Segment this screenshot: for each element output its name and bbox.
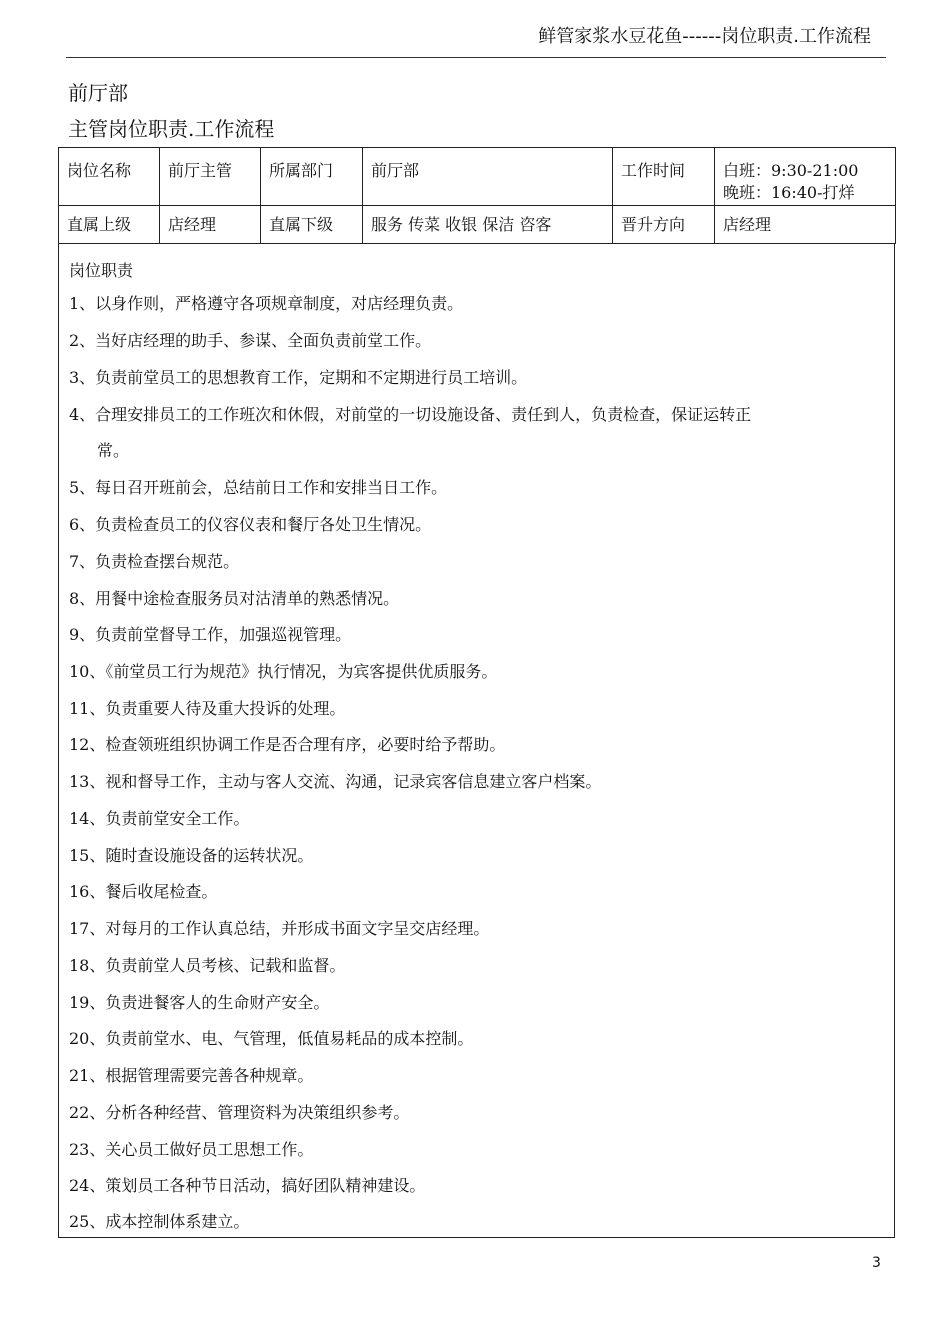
duty-item: 25、成本控制体系建立。 <box>69 1212 250 1231</box>
header-divider <box>66 57 886 58</box>
promotion-value: 店经理 <box>715 206 896 244</box>
duty-item: 10、《前堂员工行为规范》执行情况，为宾客提供优质服务。 <box>69 662 498 681</box>
duty-item: 7、负责检查摆台规范。 <box>69 552 240 571</box>
duty-item: 16、餐后收尾检查。 <box>69 882 218 901</box>
duty-item: 8、用餐中途检查服务员对沽清单的熟悉情况。 <box>69 589 400 608</box>
page-number: 3 <box>872 1255 881 1271</box>
position-label: 岗位名称 <box>59 148 160 206</box>
department-value: 前厅部 <box>363 148 613 206</box>
duty-item: 18、负责前堂人员考核、记载和监督。 <box>69 956 346 975</box>
superior-label: 直属上级 <box>59 206 160 244</box>
duty-item: 23、关心员工做好员工思想工作。 <box>69 1140 314 1159</box>
duty-item: 2、当好店经理的助手、参谋、全面负责前堂工作。 <box>69 331 432 350</box>
duty-item: 9、负责前堂督导工作，加强巡视管理。 <box>69 625 352 644</box>
duty-item: 14、负责前堂安全工作。 <box>69 809 250 828</box>
duty-item: 13、视和督导工作，主动与客人交流、沟通，记录宾客信息建立客户档案。 <box>69 772 602 791</box>
info-row-1 <box>59 148 896 206</box>
duty-item: 22、分析各种经营、管理资料为决策组织参考。 <box>69 1103 410 1122</box>
duty-item: 19、负责进餐客人的生命财产安全。 <box>69 993 330 1012</box>
page-header: 鲜管家浆水豆花鱼------岗位职责.工作流程 <box>538 26 871 47</box>
duty-item-continuation: 常。 <box>97 441 130 460</box>
duty-item: 20、负责前堂水、电、气管理，低值易耗品的成本控制。 <box>69 1029 474 1048</box>
duty-item: 5、每日召开班前会，总结前日工作和安排当日工作。 <box>69 478 448 497</box>
department-heading: 前厅部 <box>68 81 128 105</box>
position-value: 前厅主管 <box>160 148 261 206</box>
superior-value: 店经理 <box>160 206 261 244</box>
duty-item: 15、随时查设施设备的运转状况。 <box>69 846 314 865</box>
work-time-value <box>715 148 896 206</box>
promotion-label: 晋升方向 <box>613 206 715 244</box>
duty-item: 21、根据管理需要完善各种规章。 <box>69 1066 314 1085</box>
day-shift: 白班：9:30-21:00 <box>723 161 859 180</box>
position-info-table <box>58 147 896 244</box>
duty-item: 12、检查领班组织协调工作是否合理有序，必要时给予帮助。 <box>69 735 506 754</box>
duty-item: 1、以身作则，严格遵守各项规章制度，对店经理负责。 <box>69 294 464 313</box>
subordinate-label: 直属下级 <box>261 206 363 244</box>
document-title: 主管岗位职责.工作流程 <box>68 117 275 141</box>
duty-item: 4、合理安排员工的工作班次和休假，对前堂的一切设施设备、责任到人，负责检查，保证运转正 <box>69 405 752 424</box>
duty-item: 6、负责检查员工的仪容仪表和餐厅各处卫生情况。 <box>69 515 432 534</box>
duties-section <box>58 244 895 1238</box>
duties-title: 岗位职责 <box>69 261 134 280</box>
duty-item: 11、负责重要人待及重大投诉的处理。 <box>69 699 346 718</box>
department-label: 所属部门 <box>261 148 363 206</box>
duty-item: 17、对每月的工作认真总结，并形成书面文字呈交店经理。 <box>69 919 490 938</box>
duty-item: 3、负责前堂员工的思想教育工作，定期和不定期进行员工培训。 <box>69 368 528 387</box>
duty-item: 24、策划员工各种节日活动，搞好团队精神建设。 <box>69 1176 426 1195</box>
info-row-2 <box>59 206 896 244</box>
night-shift: 晚班：16:40-打烊 <box>723 183 855 202</box>
subordinate-value: 服务 传菜 收银 保洁 咨客 <box>363 206 613 244</box>
work-time-label: 工作时间 <box>613 148 715 206</box>
